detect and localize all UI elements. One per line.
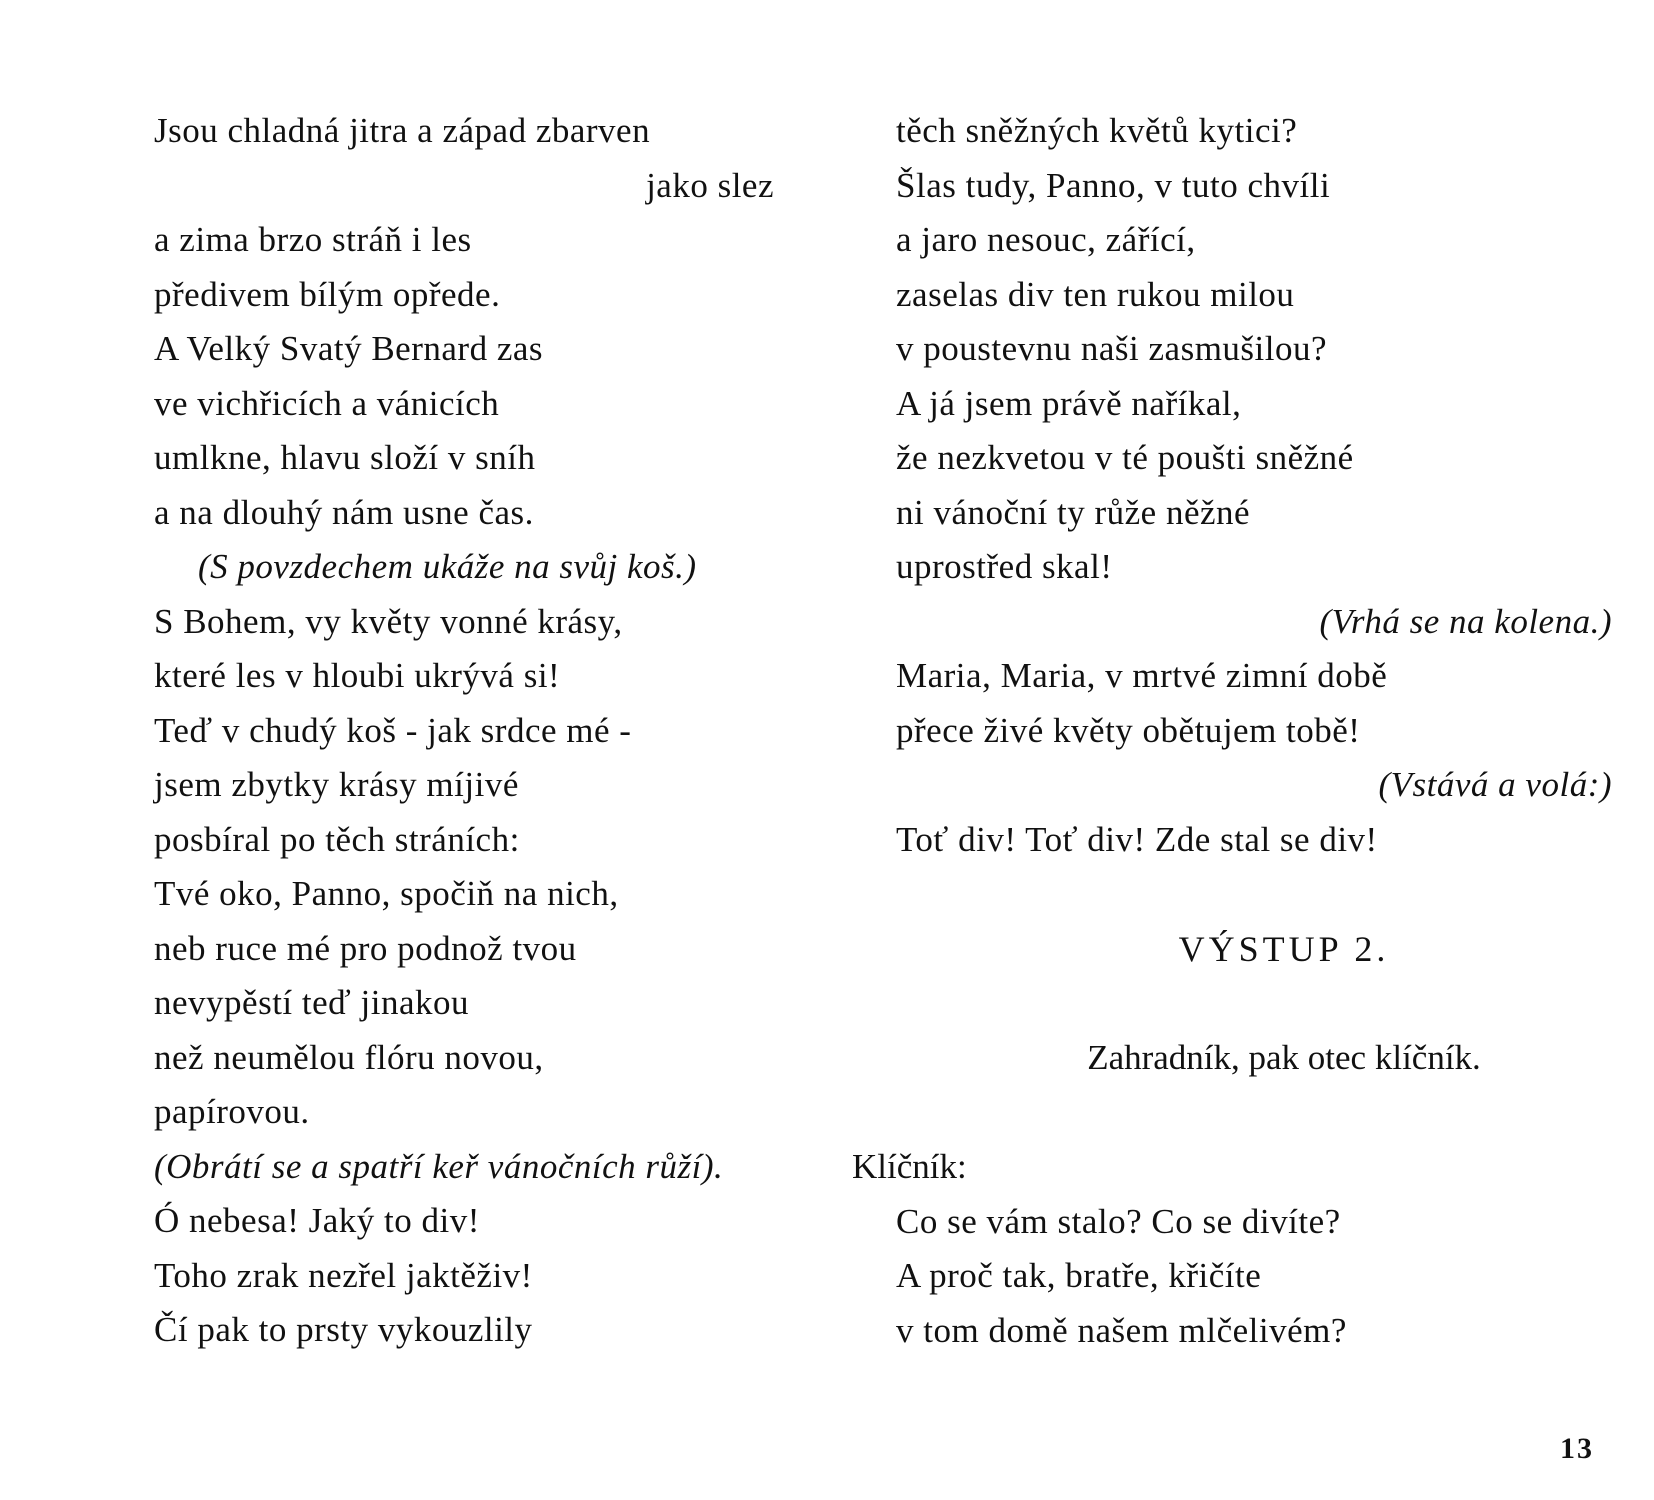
speech-line: A proč tak, bratře, křičíte xyxy=(896,1256,1262,1295)
speaker-name: Klíčník: xyxy=(852,1147,967,1186)
left-column-line: papírovou. xyxy=(154,1092,310,1131)
left-column-line: než neumělou flóru novou, xyxy=(154,1037,544,1077)
left-column-line: Tvé oko, Panno, spočiň na nich, xyxy=(154,874,619,913)
right-column xyxy=(852,104,1612,1358)
left-column-line: umlkne, hlavu složí v sníh xyxy=(154,438,536,477)
right-column-line: (Vstává a volá:) xyxy=(1378,765,1612,804)
right-column-line: že nezkvetou v té poušti sněžné xyxy=(896,438,1354,477)
speech-line: v tom domě našem mlčelivém? xyxy=(896,1310,1347,1350)
left-column-line: a na dlouhý nám usne čas. xyxy=(154,492,534,532)
right-column-line: těch sněžných květů kytici? xyxy=(896,111,1298,150)
left-column-line: A Velký Svatý Bernard zas xyxy=(154,329,544,368)
left-column-line: Toho zrak nezřel jaktěživ! xyxy=(154,1255,533,1295)
speech-line: Co se vám stalo? Co se divíte? xyxy=(896,1201,1341,1241)
left-column-line: neb ruce mé pro podnož tvou xyxy=(154,928,577,968)
left-column-line: Ó nebesa! Jaký to div! xyxy=(154,1201,480,1240)
left-column-line: (Obrátí se a spatří keř vánočních růží). xyxy=(154,1146,724,1186)
right-column-line: zaselas div ten rukou milou xyxy=(896,274,1295,314)
right-column-line: ni vánoční ty růže něžné xyxy=(896,492,1251,532)
right-verse-block xyxy=(896,104,1612,867)
right-column-line: a jaro nesouc, zářící, xyxy=(896,220,1196,259)
right-column-line: uprostřed skal! xyxy=(896,547,1113,586)
page-number: 13 xyxy=(1560,1432,1594,1465)
left-column-line: Čí pak to prsty vykouzlily xyxy=(154,1310,533,1349)
right-column-line: Šlas tudy, Panno, v tuto chvíli xyxy=(896,165,1331,205)
right-column-line: Toť div! Toť div! Zde stal se div! xyxy=(896,819,1378,859)
left-column-line: nevypěstí teď jinakou xyxy=(154,983,470,1022)
right-column-line: Maria, Maria, v mrtvé zimní době xyxy=(896,656,1388,695)
left-column-line: (S povzdechem ukáže na svůj koš.) xyxy=(198,547,697,586)
scene-heading: VÝSTUP 2. xyxy=(1178,929,1390,969)
right-column-line: (Vrhá se na kolena.) xyxy=(1319,601,1612,641)
speech-block xyxy=(896,1195,1612,1359)
left-column-line: Teď v chudý koš - jak srdce mé - xyxy=(154,710,632,750)
left-column-line: jsem zbytky krásy míjivé xyxy=(154,765,519,804)
left-column-line: S Bohem, vy květy vonné krásy, xyxy=(154,601,623,641)
right-column-line: v poustevnu naši zasmušilou? xyxy=(896,329,1328,368)
left-column xyxy=(154,104,774,1358)
right-column-line: A já jsem právě naříkal, xyxy=(896,383,1242,423)
characters-line: Zahradník, pak otec klíčník. xyxy=(1087,1038,1481,1077)
left-column-line: posbíral po těch stráních: xyxy=(154,819,520,859)
left-column-line: ve vichřicích a vánicích xyxy=(154,383,500,423)
left-column-line: a zima brzo stráň i les xyxy=(154,220,472,259)
right-column-line: přece živé květy obětujem tobě! xyxy=(896,710,1361,750)
left-column-line: jako slez xyxy=(646,165,774,205)
left-column-line: které les v hloubi ukrývá si! xyxy=(154,656,561,695)
left-column-line: Jsou chladná jitra a západ zbarven xyxy=(154,111,651,150)
left-column-line: předivem bílým opřede. xyxy=(154,274,501,314)
